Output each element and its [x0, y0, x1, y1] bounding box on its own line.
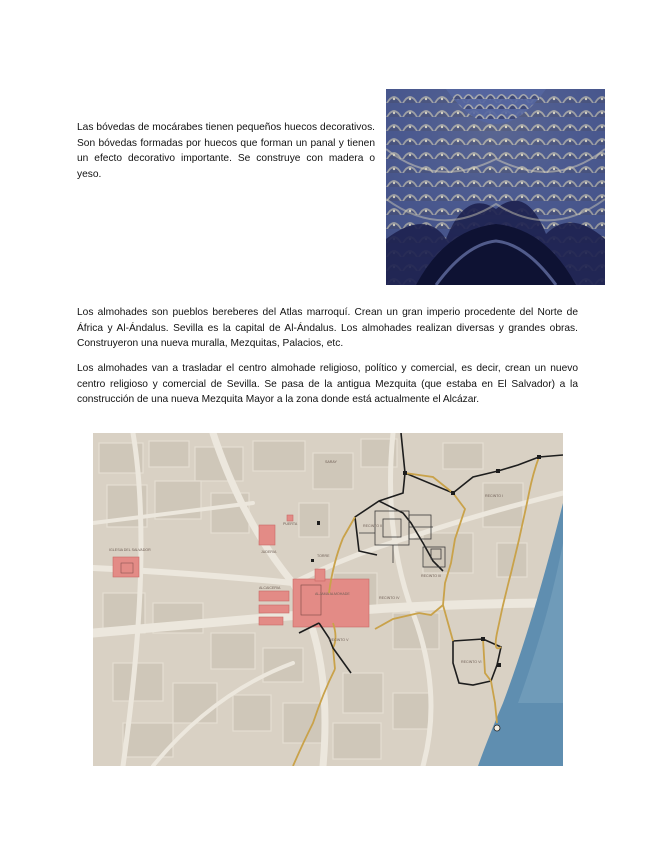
- svg-text:IGLESIA DEL SALVADOR: IGLESIA DEL SALVADOR: [109, 548, 151, 552]
- svg-text:RECINTO III: RECINTO III: [421, 574, 442, 578]
- svg-text:TORRE: TORRE: [317, 554, 330, 558]
- svg-text:RECINTO V: RECINTO V: [329, 638, 349, 642]
- paragraph-mocarabes: Las bóvedas de mocárabes tienen pequeños huecos decorativos. Son bóvedas formadas por huecos que forman un panal y tienen un efecto decorativo importante. Se construye con madera o yeso.: [77, 122, 375, 180]
- svg-text:RECINTO I: RECINTO I: [485, 494, 504, 498]
- sevilla-almohade-map: [93, 433, 563, 766]
- svg-text:PUERTA: PUERTA: [283, 522, 298, 526]
- torre-del-oro: [494, 725, 500, 731]
- paragraph-almohades: Los almohades son pueblos bereberes del Atlas marroquí. Crean un gran imperio procedente del Norte de África y Al-Ándalus. Sevilla es la capital de Al-Ándalus. Los almohades realizan diversas y grandes obras. Construyeron una nueva muralla, Mezquitas, Palacios, etc.: [77, 307, 578, 349]
- aljama-almohade: [293, 579, 369, 627]
- paragraph-centro: Los almohades van a trasladar el centro almohade religioso, político y comercial, es decir, crean un nuevo centro religioso y comercial de Sevilla. Se pasa de la antigua Mezquita (que estaba en El Salvador) a la construcción de una nueva Mezquita Mayor a la zona donde está actualmente el Alcázar.: [77, 363, 578, 405]
- mocarabes-vault-photo: [386, 89, 605, 285]
- svg-text:ALJAMA ALMOHADE: ALJAMA ALMOHADE: [315, 592, 350, 596]
- svg-text:ALCAICERIA: ALCAICERIA: [259, 586, 281, 590]
- svg-text:RECINTO II: RECINTO II: [363, 524, 383, 528]
- svg-text:RECINTO VI: RECINTO VI: [461, 660, 482, 664]
- svg-text:SARAY: SARAY: [325, 460, 337, 464]
- svg-text:RECINTO IV: RECINTO IV: [379, 596, 400, 600]
- iglesia-salvador: [259, 525, 275, 545]
- svg-text:JUDERIA: JUDERIA: [261, 550, 277, 554]
